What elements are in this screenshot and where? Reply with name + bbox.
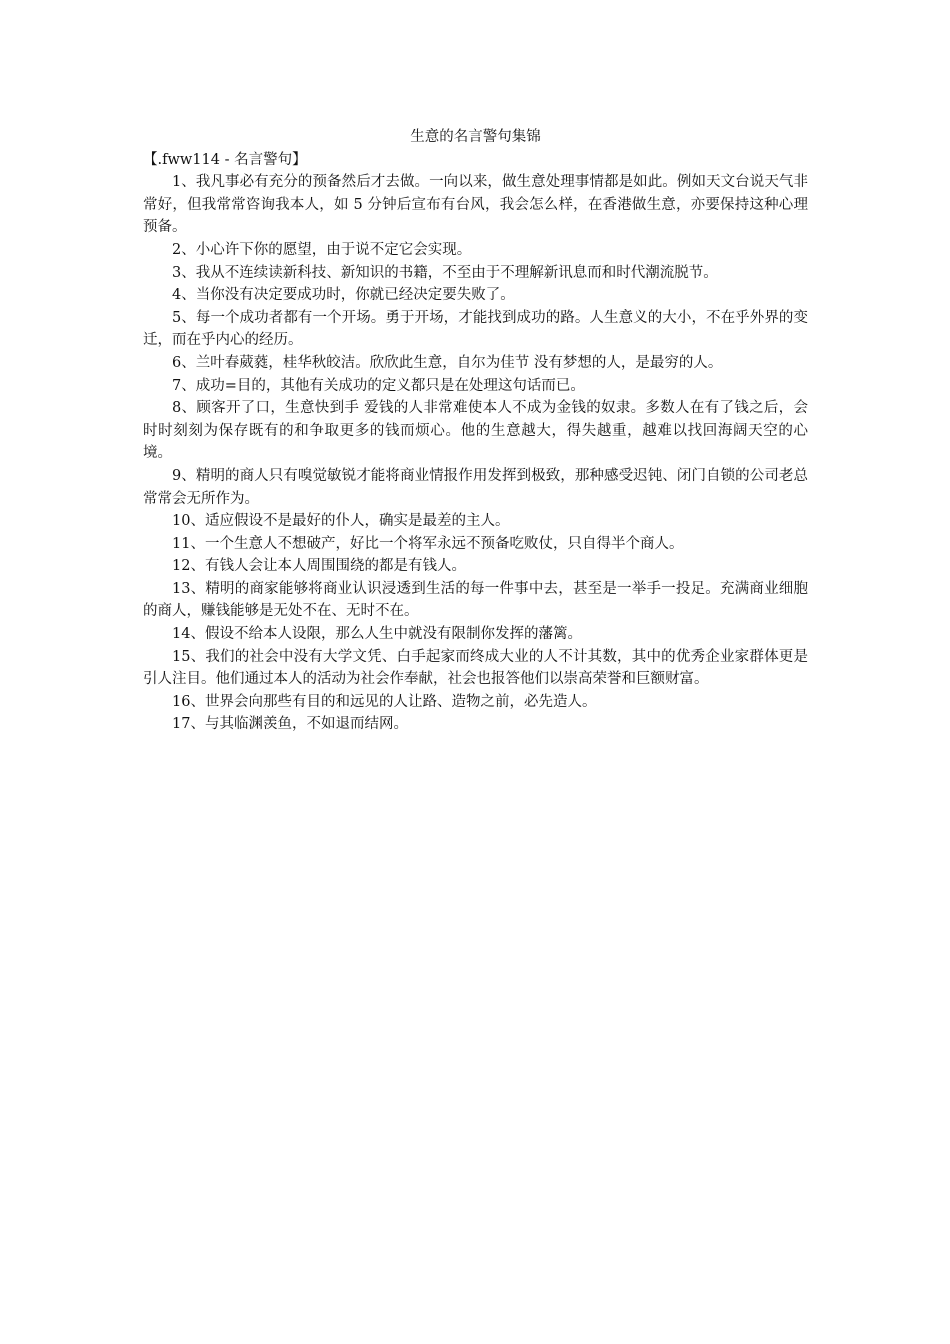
quote-item: 4、当你没有决定要成功时，你就已经决定要失败了。 (172, 287, 515, 304)
quote-item: 2、小心许下你的愿望，由于说不定它会实现。 (172, 241, 472, 258)
document-source-tag: 【.fww114 - 名言警句】 (143, 151, 307, 168)
quote-item: 1、我凡事必有充分的预备然后才去做。一向以来，做生意处理事情都是如此。例如天文台说天气非常好，但我常常咨询我本人，如 5 分钟后宣布有台风，我会怎么样，在香港做生意，亦要保持这种心理预备。 (143, 174, 808, 236)
quote-item: 5、每一个成功者都有一个开场。勇于开场，才能找到成功的路。人生意义的大小，不在乎外界的变迁，而在乎内心的经历。 (143, 309, 808, 349)
document-body (143, 126, 808, 736)
quote-item: 7、成功=目的，其他有关成功的定义都只是在处理这句话而已。 (172, 377, 585, 394)
quote-item: 3、我从不连续读新科技、新知识的书籍，不至由于不理解新讯息而和时代潮流脱节。 (172, 264, 718, 281)
quote-item: 9、精明的商人只有嗅觉敏锐才能将商业情报作用发挥到极致，那种感受迟钝、闭门自锁的公司老总常常会无所作为。 (143, 467, 808, 507)
quote-item: 8、顾客开了口，生意快到手 爱钱的人非常难使本人不成为金钱的奴隶。多数人在有了钱之后，会时时刻刻为保存既有的和争取更多的钱而烦心。他的生意越大，得失越重，越难以找回海阔天空的心境。 (143, 400, 808, 462)
quote-item: 16、世界会向那些有目的和远见的人让路、造物之前，必先造人。 (172, 693, 597, 710)
quote-item: 15、我们的社会中没有大学文凭、白手起家而终成大业的人不计其数，其中的优秀企业家群体更是引人注目。他们通过本人的活动为社会作奉献，社会也报答他们以崇高荣誉和巨额财富。 (143, 648, 808, 688)
quote-item: 13、精明的商家能够将商业认识浸透到生活的每一件事中去，甚至是一举手一投足。充满商业细胞的商人，赚钱能够是无处不在、无时不在。 (143, 580, 808, 620)
quote-list (143, 171, 808, 736)
quote-item: 6、兰叶春葳蕤，桂华秋皎洁。欣欣此生意，自尔为佳节 没有梦想的人，是最穷的人。 (172, 354, 723, 371)
quote-item: 17、与其临渊羡鱼，不如退而结网。 (172, 716, 408, 733)
quote-item: 10、适应假设不是最好的仆人，确实是最差的主人。 (172, 513, 510, 530)
document-title: 生意的名言警句集锦 (410, 129, 541, 145)
quote-item: 14、假设不给本人设限，那么人生中就没有限制你发挥的藩篱。 (172, 626, 582, 643)
quote-item: 12、有钱人会让本人周围围绕的都是有钱人。 (172, 558, 466, 575)
quote-item: 11、一个生意人不想破产，好比一个将军永远不预备吃败仗，只自得半个商人。 (172, 535, 684, 552)
